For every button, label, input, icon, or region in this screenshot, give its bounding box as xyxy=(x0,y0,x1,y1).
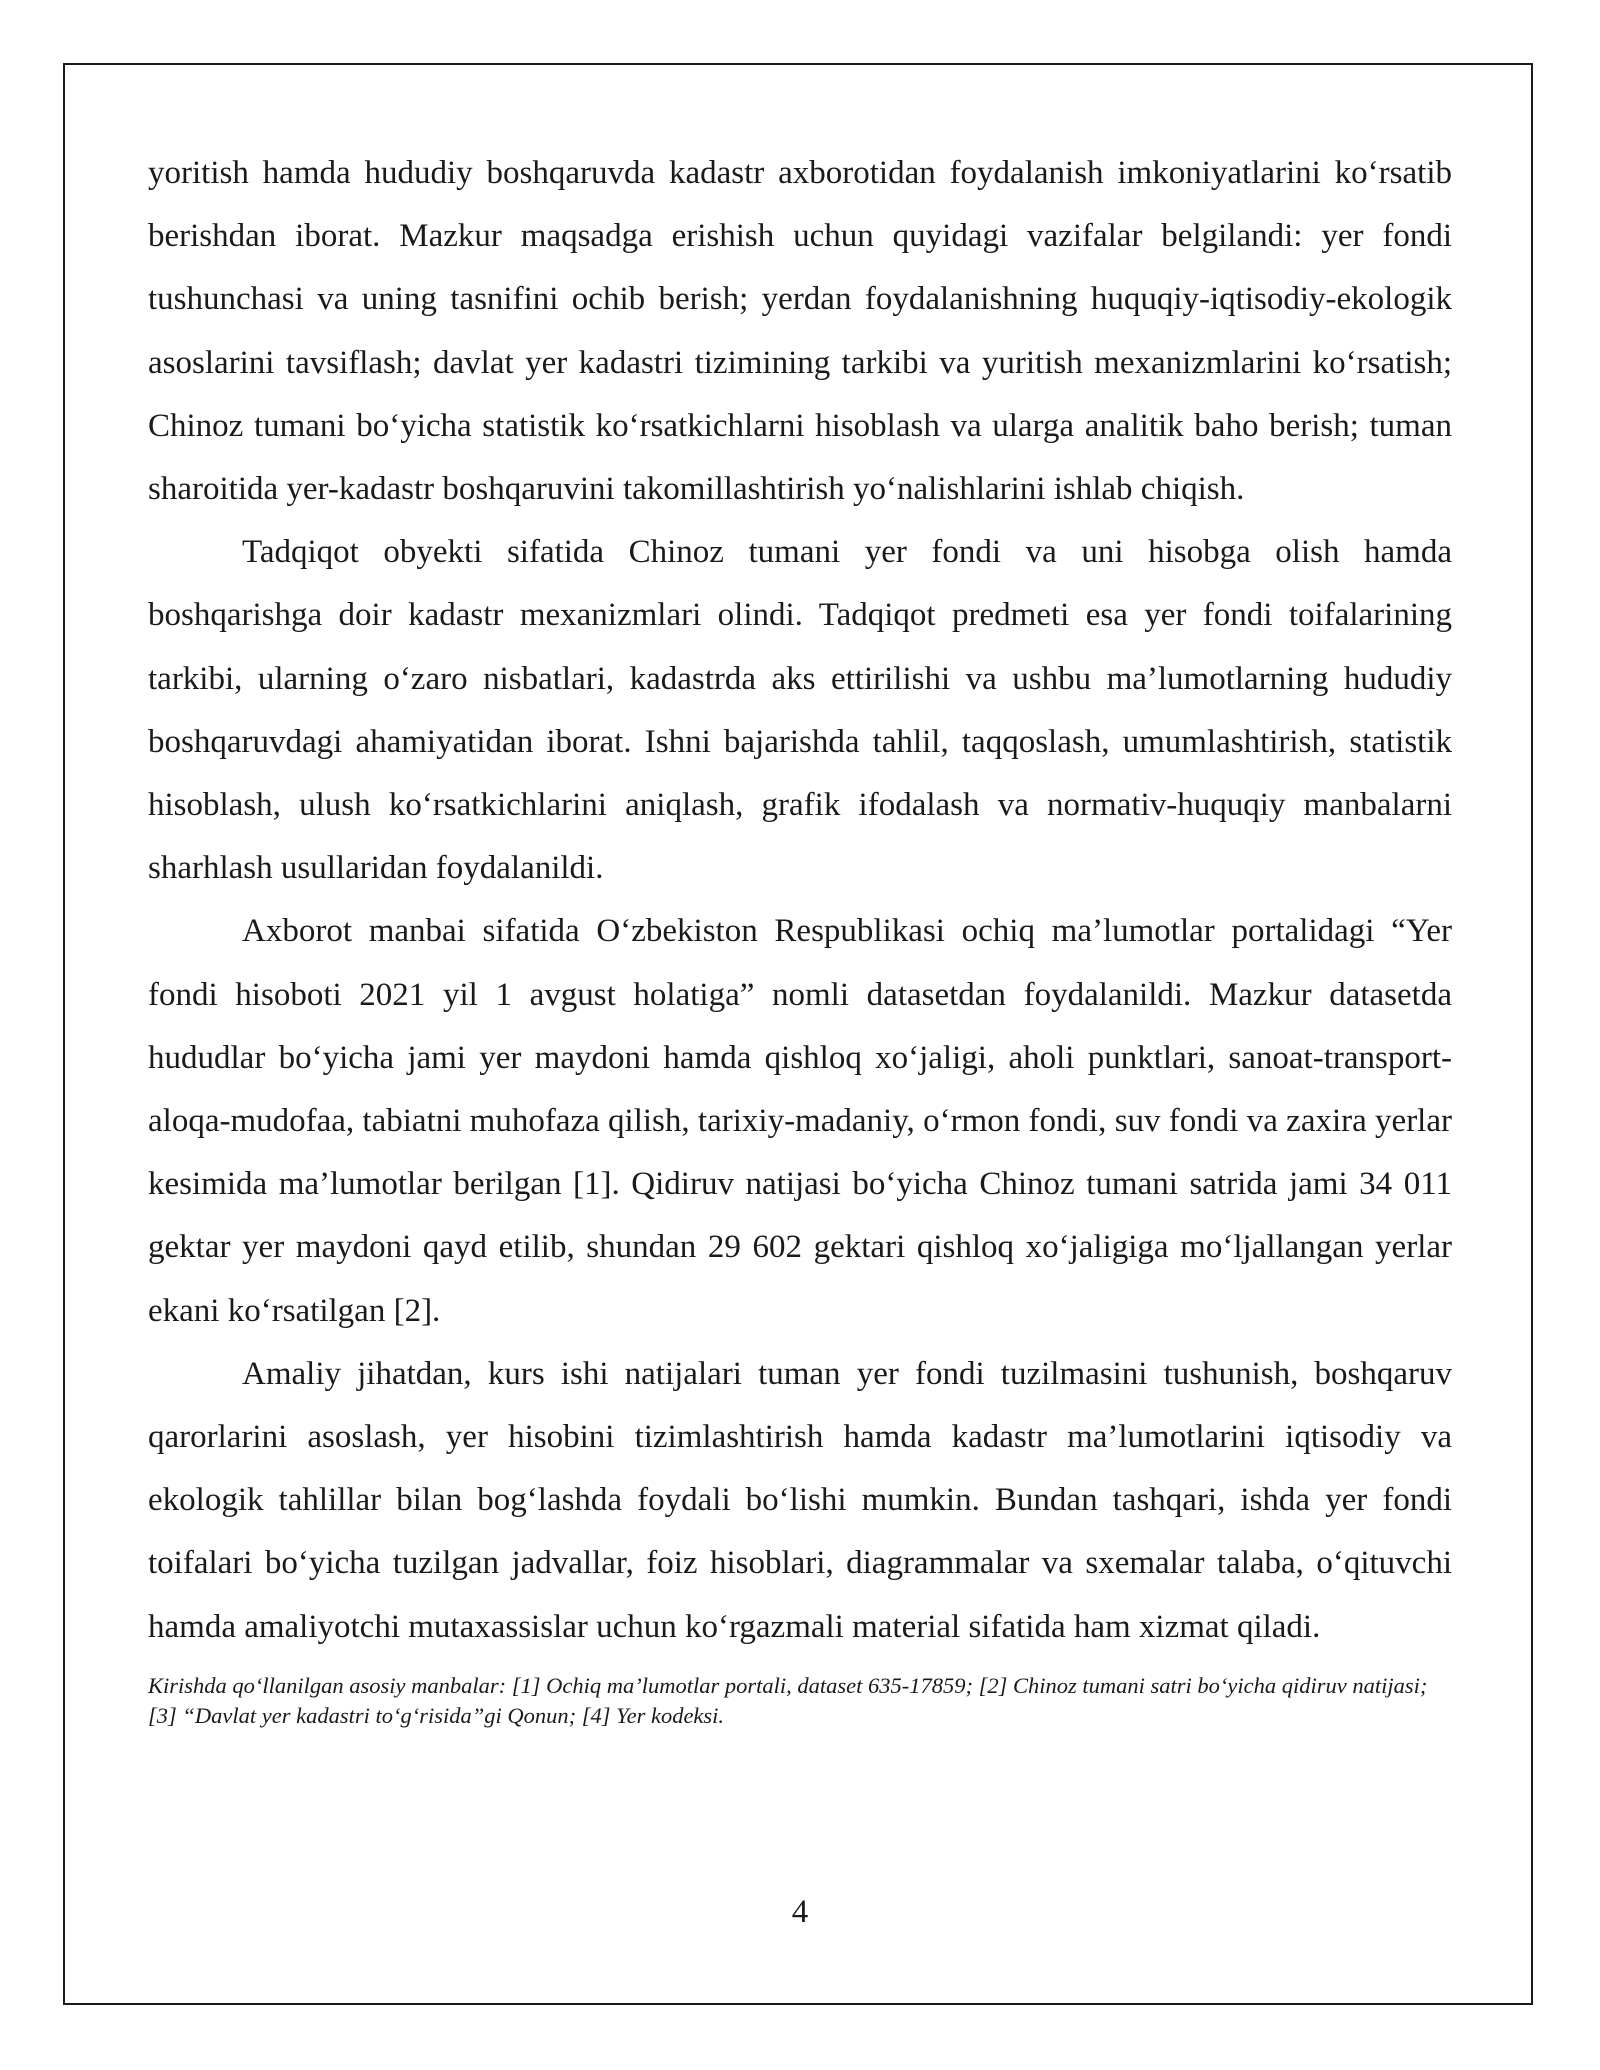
document-body xyxy=(148,142,1452,1731)
sources-note: Kirishda qo‘llanilgan asosiy manbalar: [1] Ochiq ma’lumotlar portali, dataset 635-17859; [2] Chinoz tumani satri bo‘yicha qidiruv natijasi; [3] “Davlat yer kadastri to‘g‘risida”gi Qonun; [4] Yer kodeksi. xyxy=(148,1672,1428,1728)
paragraph-information-source: Axborot manbai sifatida O‘zbekiston Respublikasi ochiq ma’lumotlar portalidagi “Yer fondi hisoboti 2021 yil 1 avgust holatiga” nomli datasetdan foydalanildi. Mazkur datasetda hududlar bo‘yicha jami yer maydoni hamda qishloq xo‘jaligi, aholi punktlari, sanoat-transport-aloqa-mudofaa, tabiatni muhofaza qilish, tarixiy-madaniy, o‘rmon fondi, suv fondi va zaxira yerlar kesimida ma’lumotlar berilgan [1]. Qidiruv natijasi bo‘yicha Chinoz tumani satrida jami 34 011 gektar yer maydoni qayd etilib, shundan 29 602 gektari qishloq xo‘jaligiga mo‘ljallangan yerlar ekani ko‘rsatilgan [2]. xyxy=(148,913,1452,1329)
page-number: 4 xyxy=(791,1894,809,1930)
paragraph-practical-significance: Amaliy jihatdan, kurs ishi natijalari tuman yer fondi tuzilmasini tushunish, boshqaruv qarorlarini asoslash, yer hisobini tizimlashtirish hamda kadastr ma’lumotlarini iqtisodiy va ekologik tahlillar bilan bog‘lashda foydali bo‘lishi mumkin. Bundan tashqari, ishda yer fondi toifalari bo‘yicha tuzilgan jadvallar, foiz hisoblari, diagrammalar va sxemalar talaba, o‘qituvchi hamda amaliyotchi mutaxassislar uchun ko‘rgazmali material sifatida ham xizmat qiladi. xyxy=(148,1355,1452,1645)
paragraph-continuation: yoritish hamda hududiy boshqaruvda kadastr axborotidan foydalanish imkoniyatlarini ko‘rsatib berishdan iborat. Mazkur maqsadga erishish uchun quyidagi vazifalar belgilandi: yer fondi tushunchasi va uning tasnifini ochib berish; yerdan foydalanishning huquqiy-iqtisodiy-ekologik asoslarini tavsiflash; davlat yer kadastri tizimining tarkibi va yuritish mexanizmlarini ko‘rsatish; Chinoz tumani bo‘yicha statistik ko‘rsatkichlarni hisoblash va ularga analitik baho berish; tuman sharoitida yer-kadastr boshqaruvini takomillashtirish yo‘nalishlarini ishlab chiqish. xyxy=(148,155,1452,508)
paragraph-research-object: Tadqiqot obyekti sifatida Chinoz tumani yer fondi va uni hisobga olish hamda boshqarishga doir kadastr mexanizmlari olindi. Tadqiqot predmeti esa yer fondi toifalarining tarkibi, ularning o‘zaro nisbatlari, kadastrda aks ettirilishi va ushbu ma’lumotlarning hududiy boshqaruvdagi ahamiyatidan iborat. Ishni bajarishda tahlil, taqqoslash, umumlashtirish, statistik hisoblash, ulush ko‘rsatkichlarini aniqlash, grafik ifodalash va normativ-huquqiy manbalarni sharhlash usullaridan foydalanildi. xyxy=(148,534,1452,887)
